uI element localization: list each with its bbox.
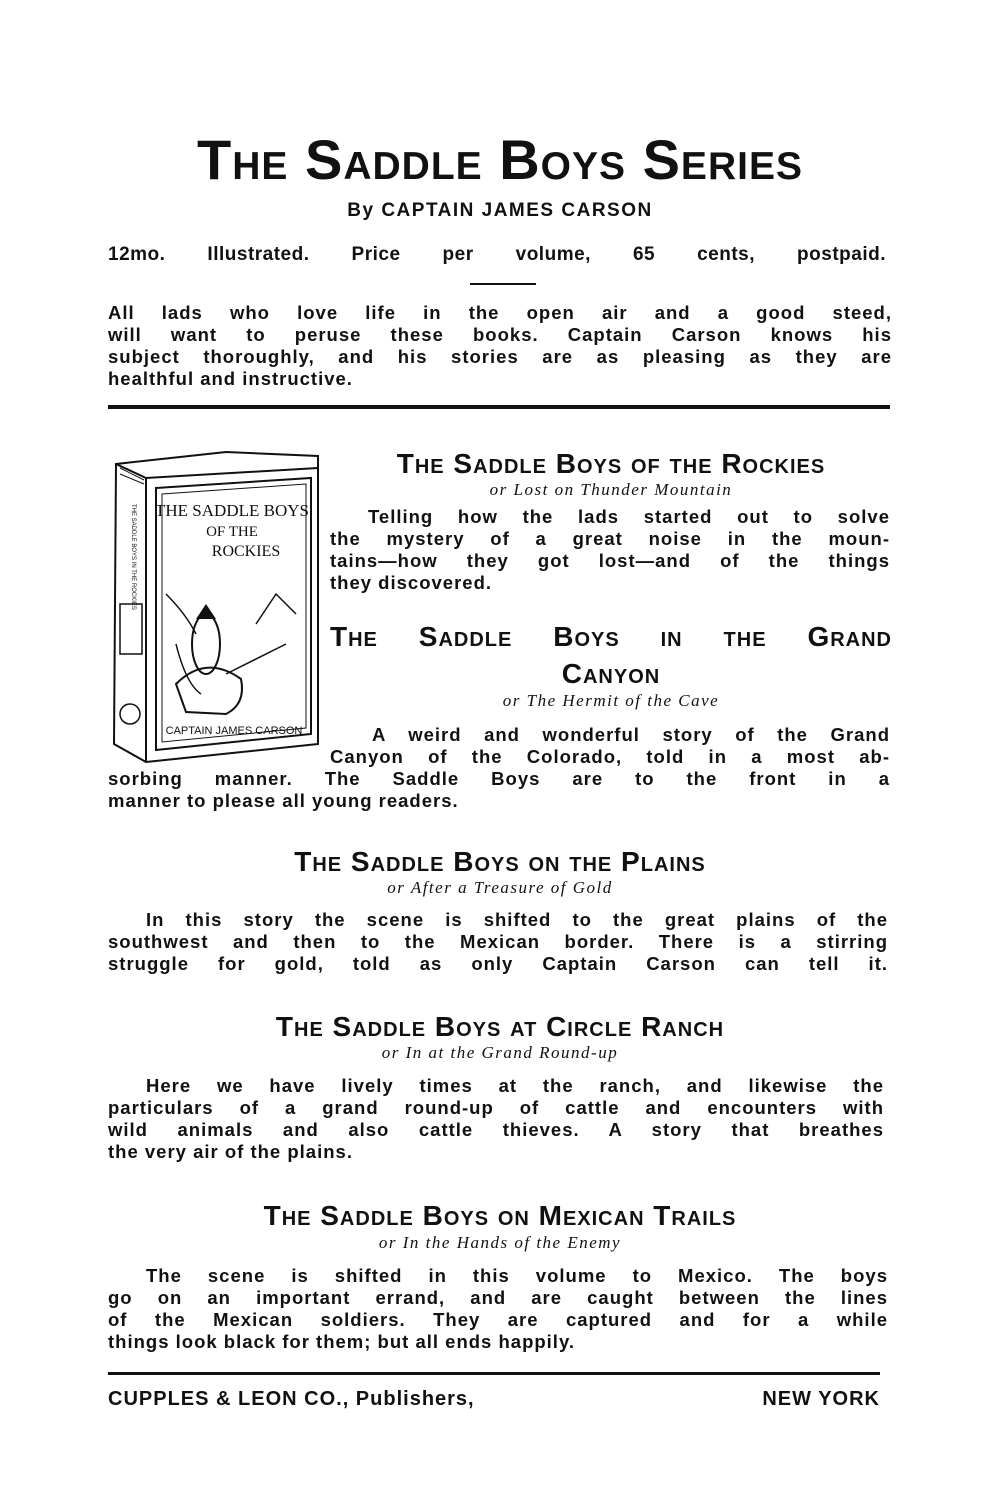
book-description (108, 1075, 884, 1163)
text-line: the very air of the plains. (108, 1141, 353, 1162)
book-title: The Saddle Boys in the Grand (330, 621, 892, 652)
book-subtitle: or Lost on Thunder Mountain (489, 480, 733, 499)
cover-title: ROCKIES (211, 543, 281, 560)
cover-spine: THE SADDLE BOYS IN THE ROCKIES (130, 504, 136, 610)
text-line: All lads who love life in the open air and a good steed, (108, 302, 892, 323)
book-title: The Saddle Boys of the Rockies (396, 448, 826, 479)
text-line: they discovered. (330, 572, 493, 593)
text-line: particulars of a grand round-up of cattle and encounters with (108, 1097, 884, 1118)
publisher-name: CUPPLES & LEON CO., Publishers, (108, 1388, 475, 1410)
text-line: the mystery of a great noise in the moun- (330, 528, 890, 549)
divider (470, 283, 536, 285)
book-cover-illustration (106, 444, 326, 770)
text-line: go on an important errand, and are caught between the lines (108, 1287, 888, 1308)
book-title: The Saddle Boys at Circle Ranch (275, 1011, 725, 1042)
text-line: tains—how they got lost—and of the things (330, 550, 890, 571)
text-line: A weird and wonderful story of the Grand (372, 724, 890, 745)
book-title: The Saddle Boys on the Plains (294, 846, 706, 877)
book-description (330, 724, 890, 768)
text-line: In this story the scene is shifted to the great plains of the (146, 909, 888, 930)
book-subtitle: or After a Treasure of Gold (387, 878, 613, 897)
book-description-continued (108, 768, 890, 812)
cover-author: CAPTAIN JAMES CARSON (165, 725, 303, 737)
book-description (108, 1265, 888, 1353)
text-line: struggle for gold, told as only Captain Carson can tell it. (108, 953, 888, 974)
text-line: Here we have lively times at the ranch, and likewise the (146, 1075, 884, 1096)
intro-paragraph (108, 302, 892, 390)
text-line: of the Mexican soldiers. They are captured and for a while (108, 1309, 888, 1330)
author-byline: By CAPTAIN JAMES CARSON (347, 200, 653, 221)
book-subtitle: or In the Hands of the Enemy (378, 1233, 622, 1252)
price-line: 12mo. Illustrated. Price per volume, 65 cents, postpaid. (108, 244, 886, 265)
cover-title: OF THE (206, 524, 258, 540)
divider (108, 405, 890, 409)
book-subtitle: or The Hermit of the Cave (502, 691, 720, 710)
text-line: The scene is shifted in this volume to Mexico. The boys (146, 1265, 888, 1286)
book-description (108, 909, 888, 975)
divider (108, 1372, 880, 1375)
cover-title: THE SADDLE BOYS (155, 501, 309, 520)
text-line: Telling how the lads started out to solve (368, 506, 890, 527)
publisher-city: NEW YORK (762, 1388, 880, 1410)
book-description (330, 506, 890, 594)
text-line: subject thoroughly, and his stories are as pleasing as they are (108, 346, 892, 367)
text-line: manner to please all young readers. (108, 790, 459, 811)
text-line: southwest and then to the Mexican border. There is a stirring (108, 931, 888, 952)
book-title-continued: Canyon (561, 658, 661, 689)
text-line: sorbing manner. The Saddle Boys are to the front in a (108, 768, 890, 789)
page-title: The Saddle Boys Series (197, 128, 803, 191)
book-title: The Saddle Boys on Mexican Trails (263, 1200, 737, 1231)
text-line: will want to peruse these books. Captain Carson knows his (108, 324, 892, 345)
text-line: things look black for them; but all ends happily. (108, 1331, 576, 1352)
text-line: healthful and instructive. (108, 368, 353, 389)
book-subtitle: or In at the Grand Round-up (381, 1043, 619, 1062)
text-line: Canyon of the Colorado, told in a most ab- (330, 746, 890, 767)
text-line: wild animals and also cattle thieves. A story that breathes (108, 1119, 884, 1140)
